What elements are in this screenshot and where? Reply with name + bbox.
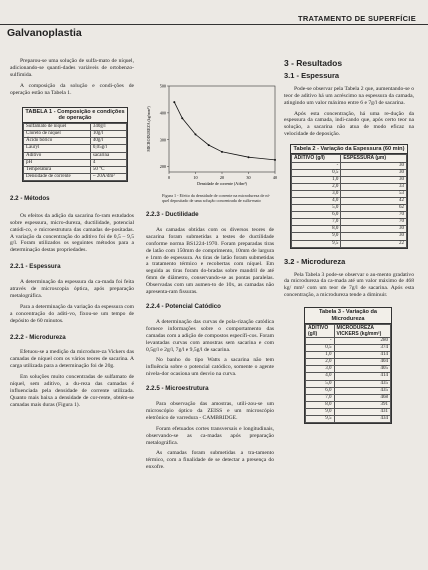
table-cell: 5,0 [292, 205, 341, 212]
table-cell: Ácido bórico [24, 138, 91, 145]
table-cell: 0,5 [292, 169, 341, 176]
table-row [24, 166, 127, 173]
table-cell: 30 [341, 226, 407, 233]
table-row [306, 387, 391, 394]
column-3 [284, 56, 414, 424]
data-point [208, 144, 210, 146]
table-row [306, 394, 391, 401]
table-cell: 30 [341, 169, 407, 176]
table-cell: 404 [334, 359, 390, 366]
table-cell: 391 [334, 401, 390, 408]
table-2-col-aditivo: ADITIVO (g/l) [292, 155, 341, 162]
table-cell: 10g/l [90, 131, 126, 138]
table-row [24, 138, 127, 145]
table-cell: 1,0 [292, 176, 341, 183]
paragraph: Os efeitos da adição da sacarina fo-ram estudados sobre espessura, micro-dureza, ductilidade, potencial catódi-co, e microestrutura das camadas de-positadas. A variação da concentração do aditivo foi de 0,5 – 9,5 g/l. Foram utilizados os seguintes métodos para a determinação destas propriedades. [10, 212, 134, 254]
table-cell: 3,0 [292, 190, 341, 197]
table-cell: 33 [341, 183, 407, 190]
data-point [173, 101, 175, 103]
x-tick-label: 10 [193, 175, 198, 180]
table-row [306, 380, 391, 387]
table-row [24, 152, 127, 159]
table-cell: 70 [341, 219, 407, 226]
x-tick-label: 30 [246, 175, 251, 180]
y-axis-label: MICRODUREZA (kg/mm²) [146, 106, 151, 152]
paragraph: No banho do tipo Watts a sacarina não tem influência sobre o potencial catódico, somente o agente nivela-dor ocasiona um desvio na curva. [146, 357, 274, 378]
table-cell: 431 [334, 408, 390, 415]
table-cell: 434 [334, 416, 390, 423]
table-cell: 414 [334, 373, 390, 380]
table-cell: Aditivo [24, 152, 91, 159]
table-cell: 7,0 [292, 219, 341, 226]
y-tick-label: 200 [159, 164, 166, 170]
table-cell: sacarina [90, 152, 126, 159]
heading-microdureza-result: 3.2 - Microdureza [284, 256, 346, 266]
data-point [195, 133, 197, 135]
column-2 [146, 206, 274, 475]
table-2-col-espessura: ESPESSURA (µm) [341, 155, 407, 162]
table-cell: 9,0 [306, 408, 335, 415]
table-3-caption: Tabela 3 - Variação da Microdureza [305, 308, 391, 324]
table-cell: 8,0 [292, 226, 341, 233]
table-cell: 9,0 [292, 233, 341, 240]
table-cell: 30 [341, 162, 407, 169]
paragraph: A composição da solução e condi-ções de operação estão na Tabela 1. [10, 82, 134, 96]
table-cell: ~ 20A/dm² [90, 173, 126, 180]
data-point [221, 151, 223, 153]
table-2-grid [291, 154, 407, 247]
paragraph: A determinação da espessura da ca-mada foi feita através de microscopia óptica, após preparação metalográfica. [10, 279, 134, 299]
table-cell: 30 [341, 233, 407, 240]
paragraph: Em soluções muito concentradas de sulfamato de níquel, sem aditivo, a du-reza das camadas é influenciada pela densidade de corrente utilizada. Quanto mais baixa a densidade de cor-rente, obtém-se camadas mais duras (Figura 1). [10, 374, 134, 408]
table-2 [290, 144, 408, 249]
heading-resultados: 3 - Resultados [284, 58, 343, 68]
paragraph: Após esta concentração, há uma re-dução da espessura da camada, indi-cando que, após certo teor na solução, a sacarina não atua de modo eficaz na velocidade de deposição. [284, 110, 414, 138]
heading-ductilidade: 2.2.3 - Ductilidade [146, 211, 199, 218]
table-row [306, 359, 391, 366]
table-row [24, 124, 127, 131]
header-rule [0, 24, 428, 25]
paragraph: Para a determinação da variação da espessura com a concentração do aditi-vo, fixou-se um tempo de depósito de 60 minutos. [10, 303, 134, 324]
paragraph: Pode-se observar pela Tabela 2 que, aumentando-se o teor de aditivo há um acréscimo na espessura da camada, atingindo um valor máximo entre 6 e 7g/l de sacarina. [284, 85, 414, 106]
heading-microestrutura: 2.2.5 - Microestrutura [146, 385, 209, 393]
paragraph: Foram efetuados cortes transversais e longitudinais, observando-se as ca-madas após preparação metalográfica. [146, 425, 274, 446]
paragraph: As camadas obtidas com os diversos teores de sacarina foram submetidas a testes de ductilidade conforme norma BS1224-1970. Foram preparadas tiras de latão com 150mm de comprimento, 10mm de largura e 1mm de espessura. As tiras de latão foram submetidas a tratamento térmico e recobertas com níquel. Em seguida as tiras foram do-bradas sobre mandril de até 6mm de diâmetro, conservando-se as pontas paralelas. Observadas com um aumen-to de 10x, as camadas não apresenta-ram fissuras. [146, 226, 274, 296]
paragraph: A determinação das curvas de pola-rização catódica fornece informações sobre o comportamento das camadas com a adição de compostos específi-cos. Foram levantadas curvas com amostras sem sacarina e com 0,5g/l e 2g/l, 7g/l e 9,5g/l de sacarina. [146, 318, 274, 353]
series-line [174, 102, 275, 160]
table-cell: 280 [334, 337, 390, 344]
table-row [292, 233, 407, 240]
table-row [292, 162, 407, 169]
table-cell: 340g/l [90, 124, 126, 131]
table-row [306, 337, 391, 344]
table-cell: - [292, 162, 341, 169]
figure-caption: Figura 1 - Efeito da densidade de corrente na microdureza de ní-quel depositado de uma solução concentrada de sulfa-mato [162, 193, 271, 203]
table-cell: 1,0 [306, 352, 335, 359]
table-row [292, 169, 407, 176]
table-cell: 6,0 [306, 387, 335, 394]
table-3-grid [305, 324, 391, 423]
table-cell: Densidade de corrente [24, 173, 91, 180]
paragraph: Efetuou-se a medição da microdure-za Vickers das camadas de níquel com os vários teores de sacarina. A carga utilizada para a determinação foi de 20g. [10, 349, 134, 370]
table-row [24, 173, 127, 180]
table-row [306, 345, 391, 352]
table-row [24, 131, 127, 138]
table-3-col-microdureza: MICRODUREZA VICKERS (kg/mm²) [334, 324, 390, 337]
heading-microdureza: 2.2.2 - Microdureza [10, 333, 66, 341]
heading-espessura-result: 3.1 - Espessura [284, 70, 340, 80]
section-title: Galvanoplastia [7, 27, 82, 39]
table-row [292, 205, 407, 212]
table-cell: 42 [341, 198, 407, 205]
table-cell: 2,0 [306, 359, 335, 366]
table-row [292, 219, 407, 226]
y-tick-label: 500 [159, 83, 166, 89]
running-header: TRATAMENTO DE SUPERFÍCIE [297, 14, 416, 23]
table-row [292, 183, 407, 190]
table-row [24, 159, 127, 166]
column-1 [10, 44, 134, 413]
heading-potencial: 2.2.4 - Potencial Catódico [146, 302, 221, 310]
table-3 [304, 307, 392, 424]
table-row [306, 416, 391, 423]
data-point [181, 117, 183, 119]
x-tick-label: 0 [167, 175, 171, 180]
table-row [292, 240, 407, 247]
table-row [24, 145, 127, 152]
heading-metodos: 2.2 - Métodos [10, 194, 50, 202]
table-row [306, 401, 391, 408]
table-cell: 62 [341, 205, 407, 212]
paragraph: Preparou-se uma solução de sulfa-mato de níquel, adicionando-se quanti-dades variáveis de ortobenzo-sulfimida. [10, 58, 134, 78]
table-cell: 5,0 [306, 380, 335, 387]
table-cell: 4,0 [306, 373, 335, 380]
table-cell: 30 [341, 176, 407, 183]
table-cell: 7,0 [306, 394, 335, 401]
table-row [292, 198, 407, 205]
y-tick-label: 400 [159, 110, 166, 116]
table-cell: 0,5 [306, 345, 335, 352]
table-cell: 374 [334, 345, 390, 352]
table-cell: 4 [90, 159, 126, 166]
table-cell: 0,05g/l [90, 145, 126, 152]
table-2-caption: Tabela 2 - Variação da Espessura (60 min) [291, 145, 407, 154]
table-row [292, 176, 407, 183]
plot-frame [169, 86, 275, 172]
paragraph: Para observação das amostras, utili-zou-se um microscópio óptico da ZEISS e um microscópio eletrônico de varredura - CAMBRIDGE. [146, 401, 274, 421]
table-row [306, 366, 391, 373]
table-cell: 468 [334, 394, 390, 401]
table-row [306, 352, 391, 359]
table-row [292, 226, 407, 233]
table-cell: 435 [334, 387, 390, 394]
x-axis-label: Densidade de corrente (A/dm²) [197, 181, 247, 186]
table-cell: 405 [334, 366, 390, 373]
heading-espessura: 2.2.1 - Espessura [10, 263, 61, 271]
table-cell: Sulfamato de níquel [24, 124, 91, 131]
table-cell: Lauryl [24, 145, 91, 152]
table-row [292, 212, 407, 219]
table-cell: 414 [334, 352, 390, 359]
table-row [306, 408, 391, 415]
table-1-caption: TABELA 1 - Composição e condições de operação [23, 108, 127, 124]
data-point [248, 156, 250, 158]
table-cell: 8,0 [306, 401, 335, 408]
table-cell: 3,0 [306, 366, 335, 373]
table-cell: 2,0 [292, 183, 341, 190]
paragraph: Pela Tabela 3 pode-se observar o au-mento gradativo da microdureza da ca-mada até um valor máximo de 468 kg/ mm² com um teor de 7g/l de sacarina. Após esta concentração, a microdureza tende a diminuir. [284, 271, 414, 299]
y-tick-label: 300 [159, 137, 166, 143]
paragraph: As camadas foram submetidas a tra-tamento térmico, com a finalidade de se detectar a presença do enxofre. [146, 450, 274, 471]
table-cell: Cloreto de níquel [24, 131, 91, 138]
table-cell: Temperatura [24, 166, 91, 173]
table-cell: 40g/l [90, 138, 126, 145]
x-tick-label: 40 [272, 175, 278, 180]
table-1 [22, 107, 128, 182]
table-3-col-aditivo: ADITIVO (g/l) [306, 324, 335, 337]
microhardness-chart [143, 80, 283, 188]
table-cell: 4,0 [292, 198, 341, 205]
table-cell: 9,5 [306, 416, 335, 423]
table-cell: 9,5 [292, 240, 341, 247]
table-row [306, 373, 391, 380]
table-cell: 53 [341, 190, 407, 197]
table-1-grid [23, 123, 127, 181]
data-point [274, 159, 276, 161]
table-cell: 22 [341, 240, 407, 247]
x-tick-label: 20 [219, 175, 225, 180]
table-cell: 435 [334, 380, 390, 387]
table-cell: 50 °C [90, 166, 126, 173]
table-cell: - [306, 337, 335, 344]
table-cell: 6,0 [292, 212, 341, 219]
table-row [292, 190, 407, 197]
table-cell: 70 [341, 212, 407, 219]
table-cell: pH [24, 159, 91, 166]
